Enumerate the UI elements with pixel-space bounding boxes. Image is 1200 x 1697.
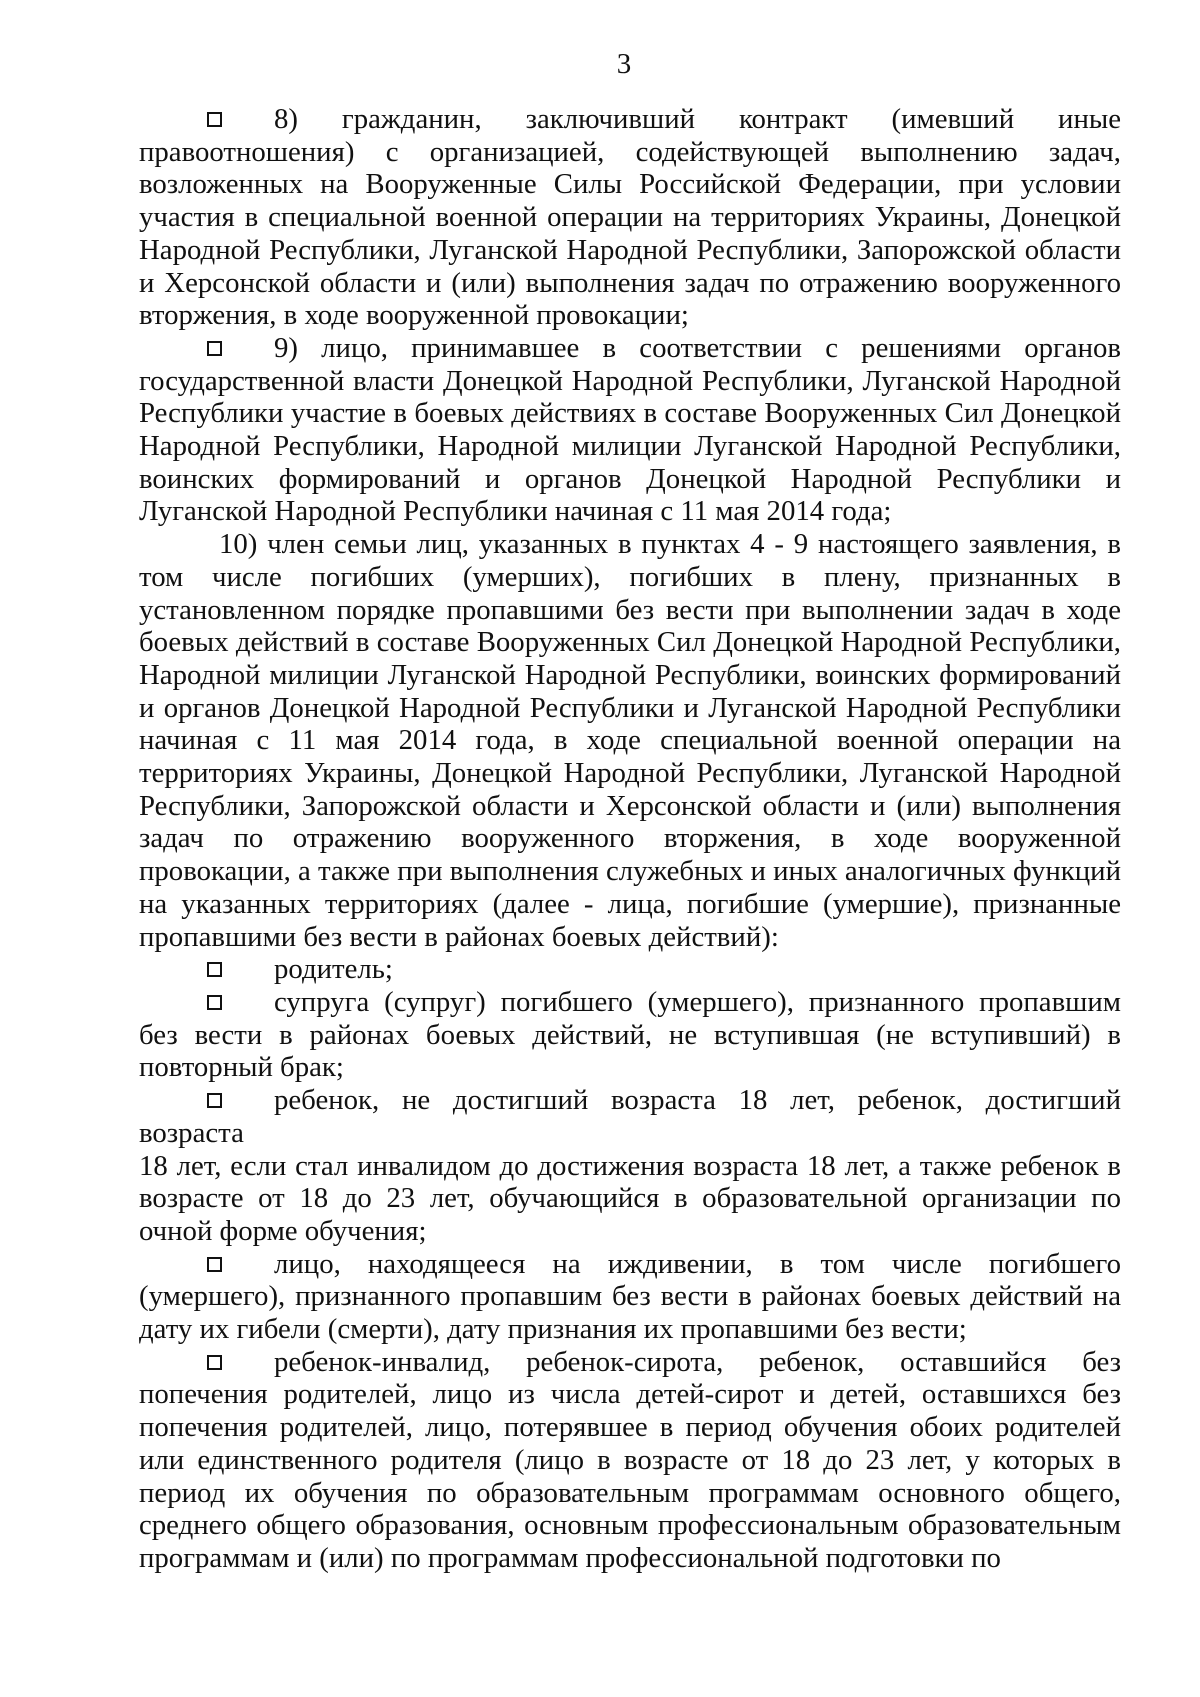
item-9-paragraph [139,332,1121,528]
option-child-continuation-text: 18 лет, если стал инвалидом до достижения возраста 18 лет, а также ребенок в возрасте от 18 до 23 лет, обучающийся в образовательной организации по очной форме обучения; [139,1149,1121,1247]
item-8-paragraph [139,103,1121,332]
checkbox-icon[interactable] [207,1355,222,1370]
item-9-text: 9) лицо, принимавшее в соответствии с решениями органов государственной власти Донецкой Народной Республики, Луганской Народной Республики участие в боевых действиях в составе Вооруженных Сил Донецкой Народной Республики, Народной милиции Луганской Народной Республики, воинских формирований и органов Донецкой Народной Республики и Луганской Народной Республики начиная с 11 мая 2014 года; [139,331,1121,528]
checkbox-icon[interactable] [207,341,222,356]
option-parent [139,953,1121,986]
option-spouse-text: супруга (супруг) погибшего (умершего), признанного пропавшим без вести в районах боевых действий, не вступившая (не вступивший) в повторный брак; [139,985,1121,1084]
item-10-text: 10) член семьи лиц, указанных в пунктах 4 - 9 настоящего заявления, в том числе погибших (умерших), погибших в плену, признанных в установленном порядке пропавшими без вести при выполнении задач в ходе боевых действий в составе Вооруженных Сил Донецкой Народной Республики, Народной милиции Луганской Народной Республики, воинских формирований и органов Донецкой Народной Республики и Луганской Народной Республики начиная с 11 мая 2014 года, в ходе специальной военной операции на территориях Украины, Донецкой Народной Республики, Луганской Народной Республики, Запорожской области и Херсонской области и (или) выполнения задач по отражению вооруженного вторжения, в ходе вооруженной провокации, а также при выполнения служебных и иных аналогичных функций на указанных территориях (далее - лица, погибшие (умершие), признанные пропавшими без вести в районах боевых действий): [139,528,1121,953]
option-orphan-text: ребенок-инвалид, ребенок-сирота, ребенок, оставшийся без попечения родителей, лицо из числа детей-сирот и детей, оставшихся без попечения родителей, лицо, потерявшее в период обучения обоих родителей или единственного родителя (лицо в возрасте от 18 до 23 лет, у которых в период их обучения по образовательным программам основного общего, среднего общего образования, основным профессиональным образовательным программам и (или) по программам профессиональной подготовки по [139,1345,1121,1574]
checkbox-icon[interactable] [207,1093,222,1108]
item-8-text: 8) гражданин, заключивший контракт (имевший иные правоотношения) с организацией, содействующей выполнению задач, возложенных на Вооруженные Силы Российской Федерации, при условии участия в специальной военной операции на территориях Украины, Донецкой Народной Республики, Луганской Народной Республики, Запорожской области и Херсонской области и (или) выполнения задач по отражению вооруженного вторжения, в ходе вооруженной провокации; [139,103,1121,332]
option-parent-text: родитель; [274,953,393,986]
option-orphan [139,1346,1121,1575]
item-10-paragraph [139,528,1121,953]
option-child [139,1084,1121,1149]
checkbox-icon[interactable] [207,112,222,127]
option-child-text: ребенок, не достигший возраста 18 лет, ребенок, достигший возраста [139,1084,1121,1149]
page-number: 3 [616,48,632,80]
option-dependent [139,1248,1121,1346]
checkbox-icon[interactable] [207,1257,222,1272]
checkbox-icon[interactable] [207,962,222,977]
checkbox-icon[interactable] [207,995,222,1010]
option-dependent-text: лицо, находящееся на иждивении, в том числе погибшего (умершего), признанного пропавшим без вести в районах боевых действий на дату их гибели (смерти), дату признания их пропавшими без вести; [139,1247,1121,1346]
option-spouse [139,986,1121,1084]
option-child-continuation [139,1150,1121,1248]
document-body [139,103,1121,1575]
